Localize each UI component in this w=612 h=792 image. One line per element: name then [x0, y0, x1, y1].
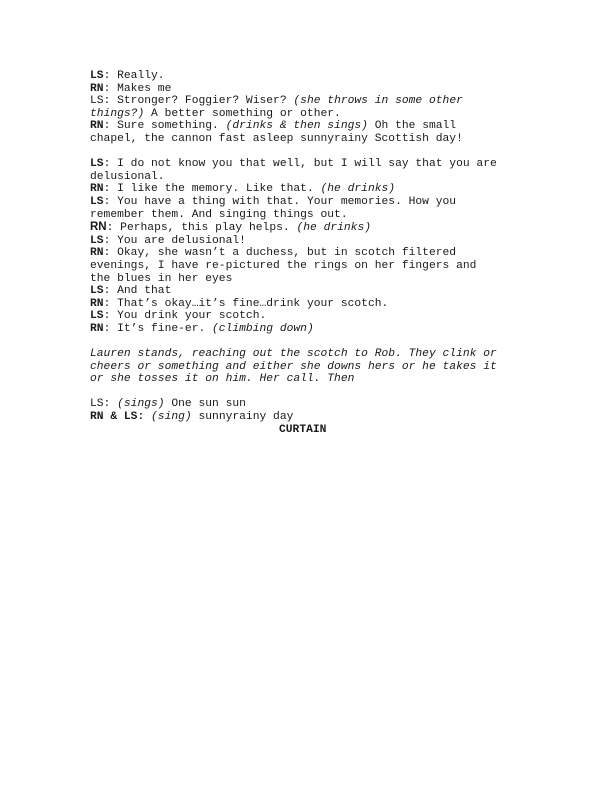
stage-direction: things?): [90, 107, 145, 120]
speaker-label: RN: [90, 82, 104, 95]
dialogue-text: : You have a thing with that. Your memories. How you: [103, 195, 457, 208]
script-line: [90, 171, 530, 184]
dialogue-text: A better something or other.: [144, 107, 341, 120]
dialogue-block: [90, 158, 530, 335]
stage-direction: (climbing down): [212, 322, 314, 335]
dialogue-text: evenings, I have re-pictured the rings on her fingers and: [90, 259, 477, 272]
speaker-label: LS: [90, 158, 104, 171]
dialogue-text: : I do not know you that well, but I will say that you are: [103, 158, 497, 171]
stage-direction: Lauren stands, reaching out the scotch to Rob. They clink or: [90, 348, 497, 361]
speaker-label: RN & LS:: [90, 411, 145, 424]
dialogue-text: : Okay, she wasn’t a duchess, but in scotch filtered: [103, 247, 457, 260]
dialogue-text: : Makes me: [103, 82, 172, 95]
script-line: [90, 221, 530, 235]
dialogue-text: : Perhaps, this play helps.: [106, 222, 297, 235]
script-line: [90, 411, 530, 424]
block-spacer: [90, 335, 530, 348]
speaker-label: RN: [90, 322, 104, 335]
script-body: [90, 70, 530, 424]
speaker-label: RN: [90, 221, 107, 234]
script-line: [90, 348, 530, 361]
block-spacer: [90, 146, 530, 159]
script-line: [90, 70, 530, 83]
dialogue-text: [144, 411, 151, 423]
stage-direction: (he drinks): [320, 183, 396, 196]
script-line: [90, 373, 530, 386]
speaker-label: RN: [90, 183, 104, 196]
dialogue-text: One sun sun: [164, 398, 246, 411]
speaker-label: LS: [90, 234, 104, 247]
script-line: [90, 235, 530, 248]
stage-direction: (she throws in some other: [293, 95, 463, 108]
stage-direction: or she tosses it on him. Her call. Then: [90, 373, 355, 386]
script-line: [90, 95, 530, 108]
dialogue-text: : Really.: [103, 70, 165, 82]
dialogue-text: : That’s okay…it’s fine…drink your scotch.: [103, 297, 389, 310]
block-spacer: [90, 386, 530, 399]
stage-direction-block: [90, 348, 530, 386]
script-line: [90, 247, 530, 260]
speaker-label: RN: [90, 120, 104, 133]
dialogue-text: : And that: [103, 285, 172, 298]
dialogue-block: [90, 398, 530, 423]
script-line: [90, 196, 530, 209]
stage-direction: cheers or something and either she downs hers or he takes it: [90, 360, 497, 373]
script-line: [90, 108, 530, 121]
script-line: [90, 285, 530, 298]
dialogue-text: : You drink your scotch.: [103, 310, 267, 323]
stage-direction: (sings): [117, 398, 165, 411]
dialogue-text: remember them. And singing things out.: [90, 208, 348, 221]
script-line: [90, 298, 530, 311]
script-line: [90, 361, 530, 374]
script-line: [90, 323, 530, 336]
script-line: [90, 183, 530, 196]
script-line: [90, 120, 530, 133]
stage-direction: (sing): [151, 411, 192, 424]
script-line: [90, 209, 530, 222]
script-line: [90, 83, 530, 96]
dialogue-text: the blues in her eyes: [90, 272, 233, 285]
script-line: [90, 260, 530, 273]
dialogue-text: LS: Stronger? Foggier? Wiser?: [90, 95, 294, 108]
speaker-label: LS: [90, 310, 104, 323]
dialogue-text: delusional.: [90, 170, 165, 183]
script-line: [90, 133, 530, 146]
script-line: [90, 398, 530, 411]
speaker-label: LS: [90, 70, 104, 82]
dialogue-text: : I like the memory. Like that.: [103, 183, 321, 196]
dialogue-text: sunnyrainy day: [191, 411, 294, 424]
dialogue-text: : You are delusional!: [103, 234, 246, 247]
script-line: [90, 273, 530, 286]
stage-direction: (he drinks): [296, 222, 372, 235]
speaker-label: LS: [90, 285, 104, 298]
script-line: [90, 158, 530, 171]
dialogue-text: : Sure something.: [103, 120, 226, 133]
script-page: [90, 70, 530, 436]
stage-direction: (drinks & then sings): [225, 120, 368, 133]
dialogue-block: [90, 70, 530, 146]
dialogue-text: : It’s fine-er.: [103, 322, 213, 335]
dialogue-text: LS:: [90, 398, 118, 411]
script-line: [90, 310, 530, 323]
speaker-label: LS: [90, 195, 104, 208]
speaker-label: RN: [90, 247, 104, 260]
speaker-label: RN: [90, 297, 104, 310]
dialogue-text: Oh the small: [367, 120, 457, 133]
dialogue-text: chapel, the cannon fast asleep sunnyrainy Scottish day!: [90, 132, 463, 145]
curtain-line: CURTAIN: [279, 423, 327, 436]
